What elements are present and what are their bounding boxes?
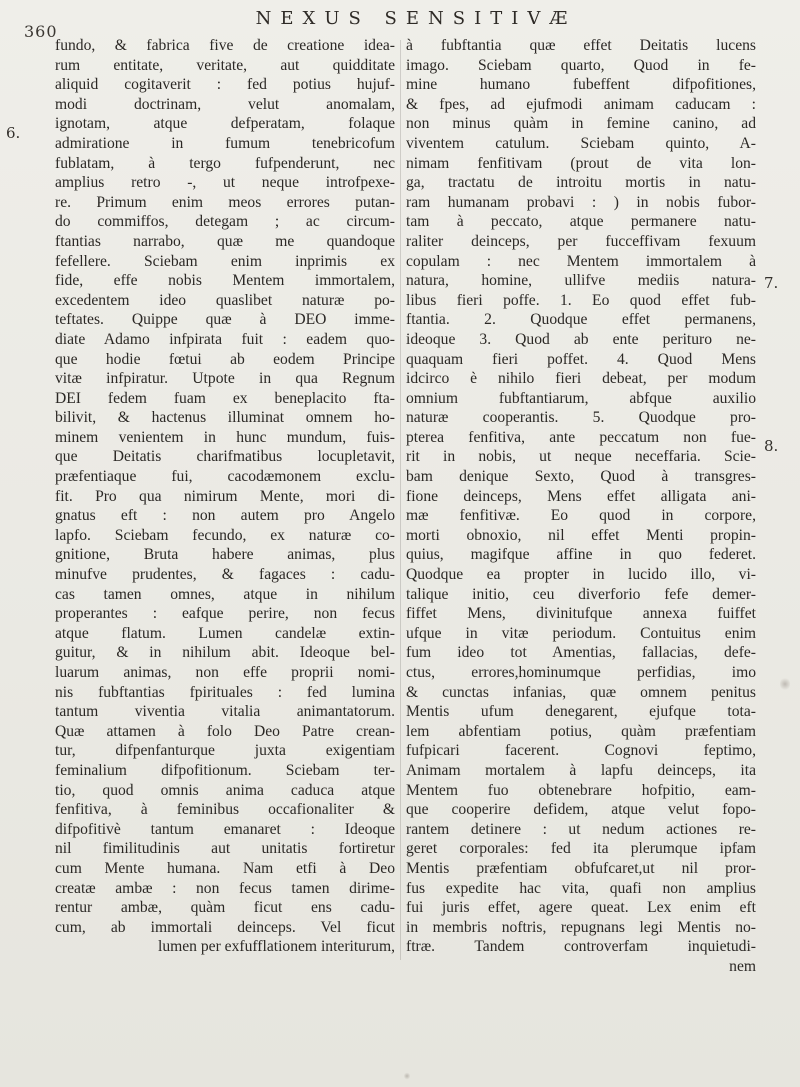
text-line: naturæ cooperantis. 5. Quodque pro- [406,409,756,427]
text-line: que hodie fœtui ab eodem Principe [55,350,395,368]
text-line: nis fubftantias fpirituales : fed lumina [55,683,395,701]
text-line: guitur, & in nihilum abit. Ideoque bel- [55,644,395,662]
text-line: fundo, & fabrica five de creatione idea- [55,37,395,54]
text-line: & fpes, ad ejufmodi animam caducam : [406,95,756,113]
text-line: tur, difpenfanturque juxta exigentiam [55,742,395,760]
text-line: admiratione in fumum tenebricofum [55,134,395,152]
text-line: non minus quàm in femine canino, ad [406,115,756,133]
text-line: & cunctas infanias, quæ omnem penitus [406,683,756,701]
text-line: Quodque ea propter in lucido illo, vi- [406,566,756,584]
text-line: tantum viventia vitalia animantatorum. [55,703,395,721]
text-line: mine humano fubeffent difpofitiones, [406,76,756,94]
column-divider [400,40,401,960]
text-line: gnatus eft : non autem pro Angelo [55,507,395,525]
text-line: Mentis præfentiam obfufcaret,ut nil pror- [406,859,756,877]
text-line: creatæ ambæ : non fecus tamen dirime- [55,879,395,897]
text-line: modi doctrinam, velut anomalam, [55,95,395,113]
text-line: in membris noftris, repugnans legi Mentis no- [406,918,756,936]
text-line: ga, tractatu de introitu mortis in natu- [406,174,756,192]
text-line: fum ideo tot Amentias, fallacias, defe- [406,644,756,662]
text-line: diate Adamo infpirata fuit : eadem quo- [55,330,395,348]
text-line: rentur ambæ, quàm ficut ens cadu- [55,899,395,917]
text-line: luarum animas, non effe proprii nomi- [55,664,395,681]
text-line: pterea fenfitiva, ante peccatum non fue- [406,428,756,446]
text-line: fiffet Mens, divinitufque annexa fuiffet [406,605,756,623]
page-number: 360 [24,22,58,41]
text-line: ignotam, atque defperatam, folaque [55,115,395,133]
text-line: feminalium difpofitionum. Sciebam ter- [55,761,395,779]
text-line: nimam fenfitivam (prout de vita lon- [406,154,756,172]
text-line: excedentem ideo quaslibet naturæ po- [55,291,395,309]
text-line: fenfitiva, à feminibus occafionaliter & [55,801,395,819]
text-line: rantem detinere : ut nedum actiones re- [406,820,756,838]
text-line: talique initio, ceu diverforio fefe demer- [406,585,756,603]
text-line: tam à peccato, atque permanere natu- [406,213,756,231]
text-line: fublatam, à tergo fufpenderunt, nec [55,154,395,172]
text-line: properantes : eafque perire, non fecus [55,605,395,623]
text-line: do commiffos, detegam ; ac circum- [55,213,395,231]
text-line: gnitione, Bruta habere animas, plus [55,546,395,564]
ink-speck [780,677,790,691]
left-text-column [55,36,395,957]
text-line: rit in nobis, ut neque neceffaria. Scie- [406,448,756,466]
text-line: ram humanam probavi : ) in nobis fubor- [406,193,756,211]
text-line: imago. Sciebam quarto, Quod in fe- [406,56,756,74]
text-line: fide, effe nobis Mentem immortalem, [55,272,395,290]
text-line: ideoque 3. Quod ab ente perituro ne- [406,330,756,348]
text-line: fefellere. Sciebam enim inprimis ex [55,252,395,270]
right-text-column [406,36,756,977]
text-line: nil fimilitudinis aut unitatis fortiretur [55,840,395,858]
text-line: ufque in vitæ periodum. Contuitus enim [406,624,756,642]
text-line: fui juris effet, agere queat. Lex enim eft [406,899,756,917]
text-line: quius, magifque affine in quo federet. [406,546,756,564]
text-line: cum, ab immortali deinceps. Vel ficut [55,918,395,936]
text-line: re. Primum enim meos errores putan- [55,193,395,211]
text-line: copulam : nec Mentem immortalem à [406,252,756,270]
text-line: natura, homine, ullifve mediis natura- [406,272,756,290]
text-line: que cooperire defidem, atque velut fopo- [406,801,756,819]
text-line: atque flatum. Lumen candelæ extin- [55,624,395,642]
text-line: ctus, errores,hominumque perfidias, imo [406,664,756,681]
text-line: præfentiaque fui, cacodæmonem exclu- [55,468,395,486]
text-line: ftantias narrabo, quæ me quandoque [55,232,395,250]
text-line: vitæ infpiratur. Utpote in qua Regnum [55,370,395,388]
text-line: aliquid cogitaverit : fed potius hujuf- [55,76,395,94]
text-line: fus expedite hac vita, quafi non amplius [406,879,756,897]
text-line: à fubftantia quæ effet Deitatis lucens [406,37,756,54]
text-line: lapfo. Sciebam fecundo, ex naturæ co- [55,526,395,544]
margin-number: 7. [764,274,779,292]
text-line: teftates. Quippe quæ à DEO imme- [55,311,395,329]
text-line: difpofitivè tantum emanaret : Ideoque [55,820,395,838]
text-line: nem [729,957,756,975]
text-line: idcirco è nihilo fieri debeat, per modum [406,370,756,388]
text-line: omnium fubftantiarum, abfque auxilio [406,389,756,407]
text-line: minufve prudentes, & fagaces : cadu- [55,566,395,584]
margin-number: 6. [6,124,21,142]
text-line: libus fieri poffe. 1. Eo quod effet fub- [406,291,756,309]
text-line: lumen per exfufflationem interiturum, [157,938,395,956]
text-line: fufpicari facerent. Cognovi feptimo, [406,742,756,760]
text-line: tio, quod omnis anima caduca atque [55,781,395,799]
text-line: minem venientem in hunc mundum, fuis- [55,428,395,446]
text-line: geret corporales: fed ita plerumque ipfam [406,840,756,858]
text-line: fit. Pro qua nimirum Mente, mori di- [55,487,395,505]
text-line: mæ fenfitivæ. Eo quod in corpore, [406,507,756,525]
text-line: amplius retro -, ut neque introfpexe- [55,174,395,192]
text-line: ftantia. 2. Quodque effet permanens, [406,311,756,329]
text-line: viventem catulum. Sciebam quinto, A- [406,134,756,152]
text-line: fione deinceps, Mens effet alligata ani- [406,487,756,505]
margin-number: 8. [764,437,779,455]
text-line: Mentem fuo obtenebrare hofpitio, eam- [406,781,756,799]
text-line: morti obnoxio, nil effet Menti propin- [406,526,756,544]
text-line: Mentis ufum denegarent, ejufque tota- [406,703,756,721]
text-line: quaquam fieri poffet. 4. Quod Mens [406,350,756,368]
text-line: cas tamen omnes, atque in nihilum [55,585,395,603]
text-line: rum entitate, veritate, aut quidditate [55,56,395,74]
ink-speck [404,1072,410,1080]
text-line: bilivit, & hactenus illuminat omnem ho- [55,409,395,427]
text-line: Animam mortalem à lapfu deinceps, ita [406,761,756,779]
text-line: Quæ attamen à folo Deo Patre crean- [55,722,395,740]
text-line: cum Mente humana. Nam etfi à Deo [55,859,395,877]
text-line: que Deitatis charifmatibus locupletavit, [55,448,395,466]
text-line: lem abfentiam potius, quàm præfentiam [406,722,756,740]
text-line: raliter deinceps, per fucceffivam fexuum [406,232,756,250]
running-head: NEXUS SENSITIVÆ [255,8,577,29]
text-line: bam denique Sexto, Quod à transgres- [406,468,756,486]
text-line: DEI fedem fuam ex beneplacito fta- [55,389,395,407]
text-line: ftræ. Tandem controverfam inquietudi- [406,938,756,956]
